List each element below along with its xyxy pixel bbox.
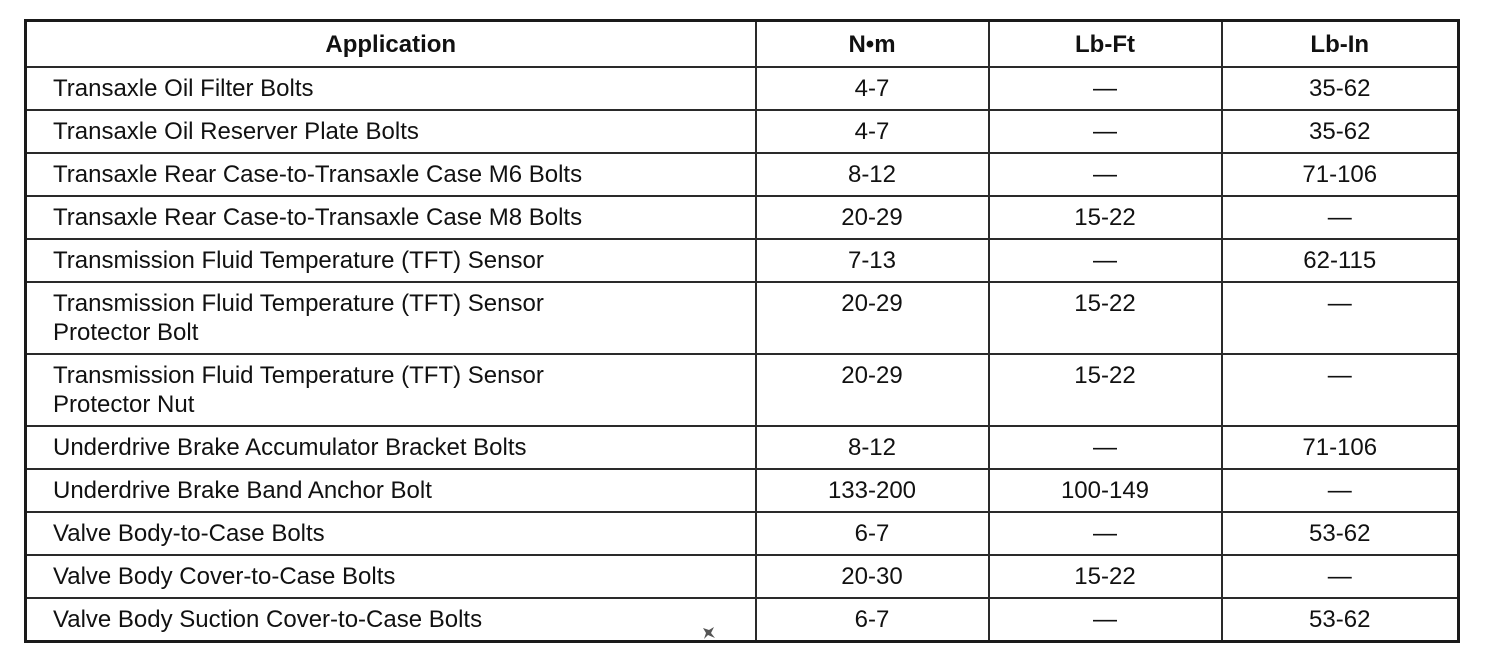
table-row bbox=[26, 239, 1459, 282]
cell-lbin: 71-106 bbox=[1222, 426, 1459, 469]
cell-application: Valve Body-to-Case Bolts bbox=[26, 512, 756, 555]
cell-lbin: 71-106 bbox=[1222, 153, 1459, 196]
cell-lbin: — bbox=[1222, 196, 1459, 239]
cell-nm: 6-7 bbox=[756, 512, 989, 555]
table-row bbox=[26, 153, 1459, 196]
cell-lbft: 15-22 bbox=[989, 555, 1222, 598]
cell-lbin: 35-62 bbox=[1222, 110, 1459, 153]
column-header-lbft: Lb-Ft bbox=[989, 21, 1222, 68]
cell-lbft: 15-22 bbox=[989, 196, 1222, 239]
torque-spec-table bbox=[24, 19, 1460, 643]
table-row bbox=[26, 282, 1459, 354]
cell-nm: 20-30 bbox=[756, 555, 989, 598]
cell-nm: 6-7 bbox=[756, 598, 989, 642]
cell-lbin: — bbox=[1222, 555, 1459, 598]
cell-lbin: — bbox=[1222, 282, 1459, 354]
cell-application: Transaxle Rear Case-to-Transaxle Case M6 Bolts bbox=[26, 153, 756, 196]
cell-nm: 4-7 bbox=[756, 110, 989, 153]
scan-speck-icon bbox=[700, 624, 718, 642]
scan-artifact-mark bbox=[700, 624, 718, 648]
cell-lbft: 100-149 bbox=[989, 469, 1222, 512]
cell-nm: 133-200 bbox=[756, 469, 989, 512]
cell-application: Transaxle Oil Filter Bolts bbox=[26, 67, 756, 110]
cell-nm: 20-29 bbox=[756, 282, 989, 354]
cell-application: Transaxle Oil Reserver Plate Bolts bbox=[26, 110, 756, 153]
cell-lbft: — bbox=[989, 512, 1222, 555]
table-row bbox=[26, 598, 1459, 642]
table-header-row bbox=[26, 21, 1459, 68]
cell-lbin: 35-62 bbox=[1222, 67, 1459, 110]
table-row bbox=[26, 110, 1459, 153]
cell-application: Valve Body Cover-to-Case Bolts bbox=[26, 555, 756, 598]
cell-lbft: — bbox=[989, 110, 1222, 153]
column-header-application: Application bbox=[26, 21, 756, 68]
cell-nm: 8-12 bbox=[756, 426, 989, 469]
table-row bbox=[26, 512, 1459, 555]
cell-lbft: 15-22 bbox=[989, 354, 1222, 426]
cell-application: Transmission Fluid Temperature (TFT) Sensor Protector Bolt bbox=[26, 282, 756, 354]
table-row bbox=[26, 426, 1459, 469]
table-row bbox=[26, 469, 1459, 512]
cell-lbin: — bbox=[1222, 354, 1459, 426]
cell-lbft: 15-22 bbox=[989, 282, 1222, 354]
table-row bbox=[26, 67, 1459, 110]
cell-nm: 7-13 bbox=[756, 239, 989, 282]
table-row bbox=[26, 555, 1459, 598]
cell-lbin: 62-115 bbox=[1222, 239, 1459, 282]
cell-application: Underdrive Brake Accumulator Bracket Bolts bbox=[26, 426, 756, 469]
cell-lbft: — bbox=[989, 598, 1222, 642]
cell-lbft: — bbox=[989, 67, 1222, 110]
column-header-lbin: Lb-In bbox=[1222, 21, 1459, 68]
cell-application: Valve Body Suction Cover-to-Case Bolts bbox=[26, 598, 756, 642]
cell-lbft: — bbox=[989, 239, 1222, 282]
table-row bbox=[26, 196, 1459, 239]
cell-lbin: — bbox=[1222, 469, 1459, 512]
cell-lbin: 53-62 bbox=[1222, 598, 1459, 642]
cell-lbft: — bbox=[989, 426, 1222, 469]
cell-nm: 8-12 bbox=[756, 153, 989, 196]
cell-nm: 20-29 bbox=[756, 354, 989, 426]
cell-application: Transmission Fluid Temperature (TFT) Sensor Protector Nut bbox=[26, 354, 756, 426]
torque-spec-table-container bbox=[24, 19, 1460, 643]
cell-application: Transaxle Rear Case-to-Transaxle Case M8 Bolts bbox=[26, 196, 756, 239]
cell-lbin: 53-62 bbox=[1222, 512, 1459, 555]
cell-application: Underdrive Brake Band Anchor Bolt bbox=[26, 469, 756, 512]
cell-lbft: — bbox=[989, 153, 1222, 196]
cell-application: Transmission Fluid Temperature (TFT) Sensor bbox=[26, 239, 756, 282]
cell-nm: 20-29 bbox=[756, 196, 989, 239]
table-row bbox=[26, 354, 1459, 426]
column-header-nm: N•m bbox=[756, 21, 989, 68]
cell-nm: 4-7 bbox=[756, 67, 989, 110]
